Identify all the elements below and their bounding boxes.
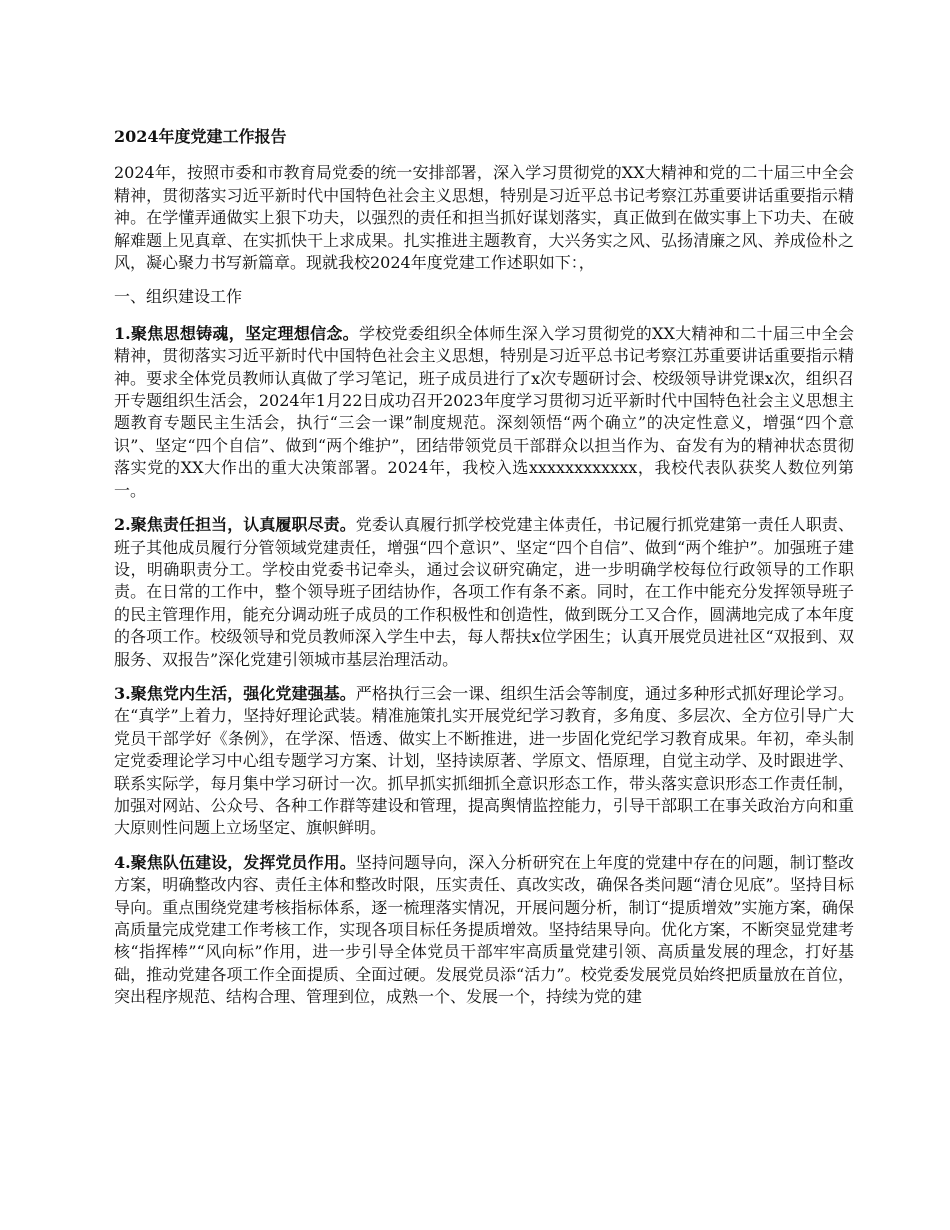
paragraph-text: 党委认真履行抓学校党建主体责任，书记履行抓党建第一责任人职责、班子其他成员履行分管领域党建责任，增强“四个意识”、坚定“四个自信”、做到“两个维护”。加强班子建设，明确职责分工。学校由党委书记牵头，通过会议研究确定，进一步明确学校每位行政领导的工作职责。在日常的工作中，整个领导班子团结协作，各项工作有条不紊。同时，在工作中能充分发挥领导班子的民主管理作用，能充分调动班子成员的工作积极性和创造性，做到既分工又合作，圆满地完成了本年度的各项工作。校级领导和党员教师深入学生中去，每人帮扶x位学困生；认真开展党员进社区“双报到、双服务、双报告”深化党建引领城市基层治理活动。 xyxy=(114,515,854,669)
document-title: 2024年度党建工作报告 xyxy=(114,127,287,146)
paragraph-text: 学校党委组织全体师生深入学习贯彻党的XX大精神和二十届三中全会精神，贯彻落实习近平新时代中国特色社会主义思想，特别是习近平总书记考察江苏重要讲话重要指示精神。要求全体党员教师认真做了学习笔记，班子成员进行了x次专题研讨会、校级领导讲党课x次，组织召开专题组织生活会，2024年1月22日成功召开2023年度学习贯彻习近平新时代中国特色社会主义思想主题教育专题民主生活会，执行“三会一课”制度规范。深刻领悟“两个确立”的决定性意义，增强“四个意识”、坚定“四个自信”、做到“两个维护”，团结带领党员干部群众以担当作为、奋发有为的精神状态贯彻落实党的XX大作出的重大决策部署。2024年，我校入选xxxxxxxxxxxx，我校代表队获奖人数位列第一。 xyxy=(114,323,854,500)
paragraph-text: 坚持问题导向，深入分析研究在上年度的党建中存在的问题，制订整改方案，明确整改内容、责任主体和整改时限，压实责任、真改实改，确保各类问题“清仓见底”。坚持目标导向。重点围绕党建考核指标体系，逐一梳理落实情况，开展问题分析，制订“提质增效”实施方案，确保高质量完成党建工作考核工作，实现各项目标任务提质增效。坚持结果导向。优化方案，不断突显党建考核“指挥棒”“风向标”作用，进一步引导全体党员干部牢牢高质量党建引领、高质量发展的理念，打好基础，推动党建各项工作全面提质、全面过硬。发展党员添“活力”。校党委发展党员始终把质量放在首位，突出程序规范、结构合理、管理到位，成熟一个、发展一个，持续为党的建 xyxy=(114,852,854,1007)
paragraph-lead: 3.聚焦党内生活，强化党建强基。 xyxy=(114,683,356,703)
paragraph-lead: 2.聚焦责任担当，认真履职尽责。 xyxy=(114,515,356,535)
paragraph-item-2 xyxy=(114,514,854,671)
paragraph-item-3 xyxy=(114,683,854,840)
section-heading-organization: 一、组织建设工作 xyxy=(114,287,243,307)
document-body xyxy=(114,126,854,1021)
intro-paragraph: 2024年，按照市委和市教育局党委的统一安排部署，深入学习贯彻党的XX大精神和党的二十届三中全会精神，贯彻落实习近平新时代中国特色社会主义思想，特别是习近平总书记考察江苏重要讲话重要指示精神。在学懂弄通做实上狠下功夫，以强烈的责任和担当抓好谋划落实，真正做到在做实事上下功夫、在破解难题上见真章、在实抓快干上求成果。扎实推进主题教育，大兴务实之风、弘扬清廉之风、养成俭朴之风，凝心聚力书写新篇章。现就我校2024年度党建工作述职如下：， xyxy=(114,163,854,273)
paragraph-item-4 xyxy=(114,852,854,1009)
paragraph-text: 严格执行三会一课、组织生活会等制度，通过多种形式抓好理论学习。在“真学”上着力，坚持好理论武装。精准施策扎实开展党纪学习教育，多角度、多层次、全方位引导广大党员干部学好《条例》，在学深、悟透、做实上不断推进，进一步固化党纪学习教育成果。年初，牵头制定党委理论学习中心组专题学习方案、计划，坚持读原著、学原文、悟原理，自觉主动学、及时跟进学、联系实际学，每月集中学习研讨一次。抓早抓实抓细抓全意识形态工作，带头落实意识形态工作责任制，加强对网站、公众号、各种工作群等建设和管理，提高舆情监控能力，引导干部职工在事关政治方向和重大原则性问题上立场坚定、旗帜鲜明。 xyxy=(114,683,854,838)
paragraph-item-1 xyxy=(114,323,854,502)
paragraph-lead: 4.聚焦队伍建设，发挥党员作用。 xyxy=(114,852,356,872)
paragraph-lead: 1.聚焦思想铸魂，坚定理想信念。 xyxy=(114,323,359,343)
